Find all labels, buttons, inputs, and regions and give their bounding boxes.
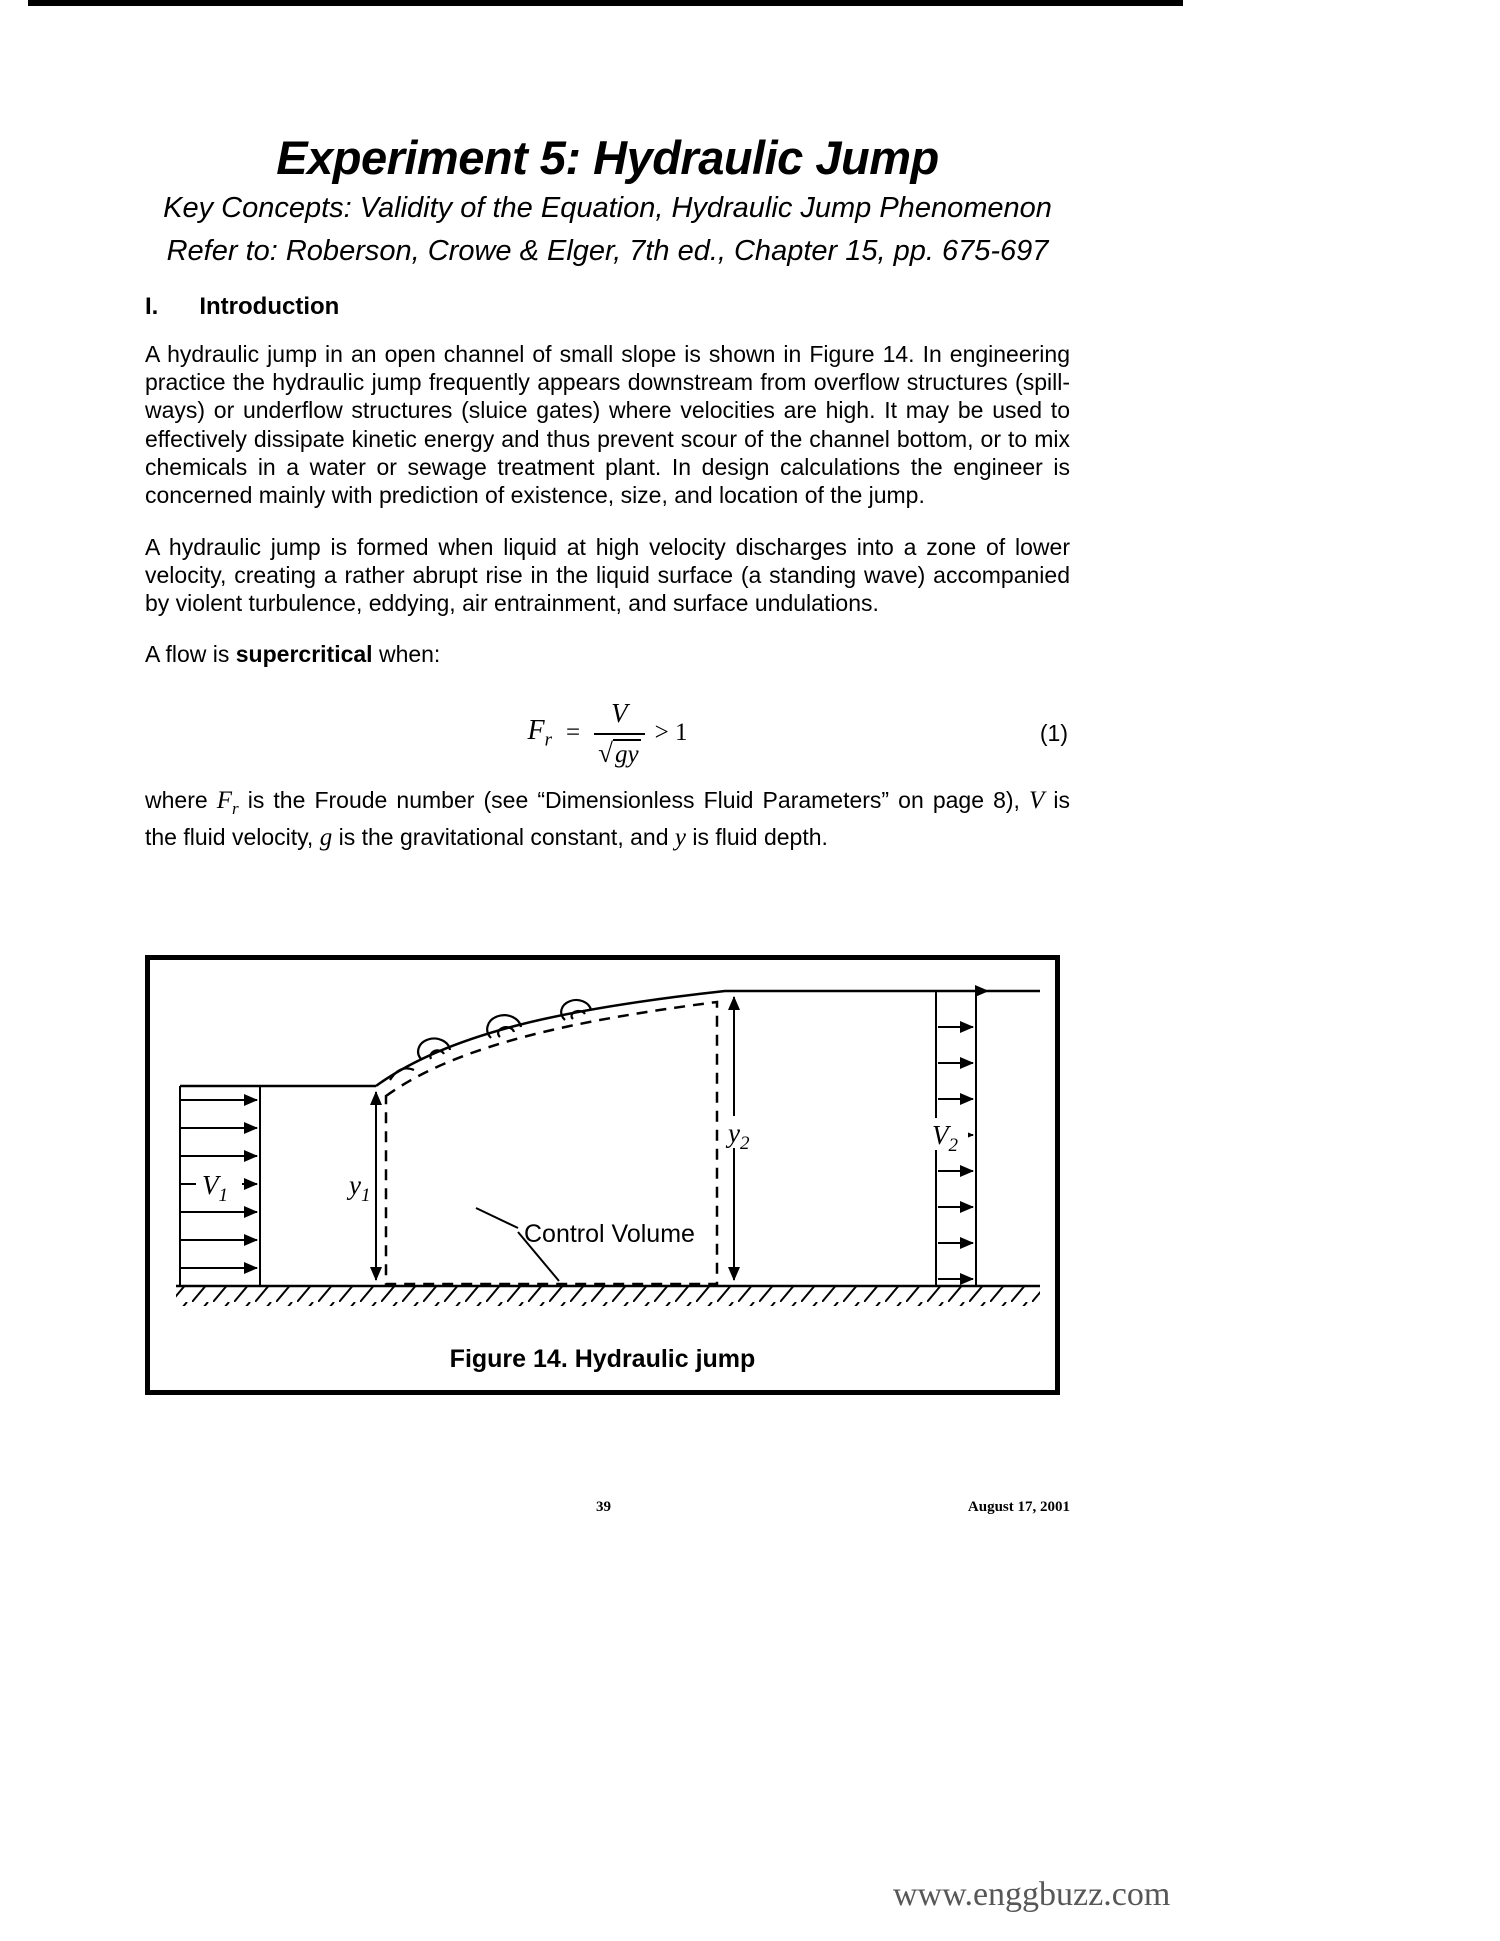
text-line: practice the hydraulic jump frequently appears downstream from overflow structures (spill- xyxy=(145,369,1070,396)
text-line: by violent turbulence, eddying, air entrainment, and surface undulations. xyxy=(145,590,879,617)
y2-label: $y_2$ xyxy=(728,1118,750,1154)
channel-bottom xyxy=(176,1286,1040,1306)
figure-14-box xyxy=(145,955,1060,1395)
radicand: gy xyxy=(614,740,639,768)
y1-label: $y_1$ xyxy=(349,1170,371,1206)
froude-symbol-inline: $F_r$ xyxy=(216,787,239,818)
scan-edge-artifact xyxy=(28,0,1183,6)
text-segment: A flow is xyxy=(145,641,236,667)
text-line: the fluid velocity, g is the gravitational constant, and y is fluid depth. xyxy=(145,824,828,852)
text-line: where $F_r$ is the Froude number (see “Dimensionless Fluid Parameters” on page 8), V is xyxy=(145,787,1070,818)
text-line: effectively dissipate kinetic energy and thus prevent scour of the channel bottom, or to mix xyxy=(145,425,1070,452)
fraction-denominator xyxy=(594,733,644,769)
key-concepts-line: Key Concepts: Validity of the Equation, Hydraulic Jump Phenomenon xyxy=(163,192,1052,224)
paragraph-1 xyxy=(145,340,1070,509)
v2-label: $V_2$ xyxy=(932,1120,958,1156)
control-volume-label: Control Volume xyxy=(524,1220,695,1248)
text-line: A hydraulic jump is formed when liquid at high velocity discharges into a zone of lower xyxy=(145,534,1070,560)
velocity-symbol: V xyxy=(1029,787,1045,814)
comparison: > 1 xyxy=(654,719,688,746)
page-title: Experiment 5: Hydraulic Jump xyxy=(276,131,939,184)
section-number: I. xyxy=(145,293,159,320)
hydraulic-jump-diagram xyxy=(150,960,1055,1332)
froude-equation xyxy=(145,688,1070,778)
fraction-numerator: V xyxy=(611,697,628,728)
text-line: A hydraulic jump in an open channel of small slope is shown in Figure 14. In engineering xyxy=(145,341,1070,367)
text-line: velocity, creating a rather abrupt rise in the liquid surface (a standing wave) accompanied xyxy=(145,562,1070,589)
depth-symbol: y xyxy=(674,824,686,852)
paragraph-3 xyxy=(145,640,1070,668)
figure-caption: Figure 14. Hydraulic jump xyxy=(449,1345,756,1373)
supercritical-emphasis: supercritical xyxy=(235,641,373,667)
text-line: chemicals in a water or sewage treatment plant. In design calculations the engineer is xyxy=(145,453,1070,480)
surface-curl xyxy=(390,1068,414,1080)
radical-sign: √ xyxy=(598,737,613,768)
where-paragraph xyxy=(145,786,1070,852)
footer-date: August 17, 2001 xyxy=(967,1499,1070,1515)
equals-sign: = xyxy=(566,719,581,746)
jump-surface xyxy=(376,991,1040,1086)
v1-label: $V_1$ xyxy=(202,1170,228,1206)
refer-line: Refer to: Roberson, Crowe & Elger, 7th ed., Chapter 15, pp. 675-697 xyxy=(166,235,1049,267)
eddy-swirls xyxy=(390,1000,591,1080)
watermark: www.enggbuzz.com xyxy=(893,1876,1171,1913)
paragraph-2 xyxy=(145,533,1070,618)
text-line: concerned mainly with prediction of existence, size, and location of the jump. xyxy=(145,482,925,509)
ground-hatching xyxy=(176,1287,1040,1306)
page-number: 39 xyxy=(596,1499,611,1515)
text-line: ways) or underflow structures (sluice gates) where velocities are high. It may be used to xyxy=(145,397,1070,424)
section-title: Introduction xyxy=(199,293,340,320)
text-segment: when: xyxy=(372,641,441,667)
equation-number: (1) xyxy=(1039,720,1068,746)
gravity-symbol: g xyxy=(319,824,333,852)
equation-fraction xyxy=(594,698,644,769)
froude-symbol: $F_r$ xyxy=(527,714,553,751)
section-heading-introduction xyxy=(145,293,1070,321)
